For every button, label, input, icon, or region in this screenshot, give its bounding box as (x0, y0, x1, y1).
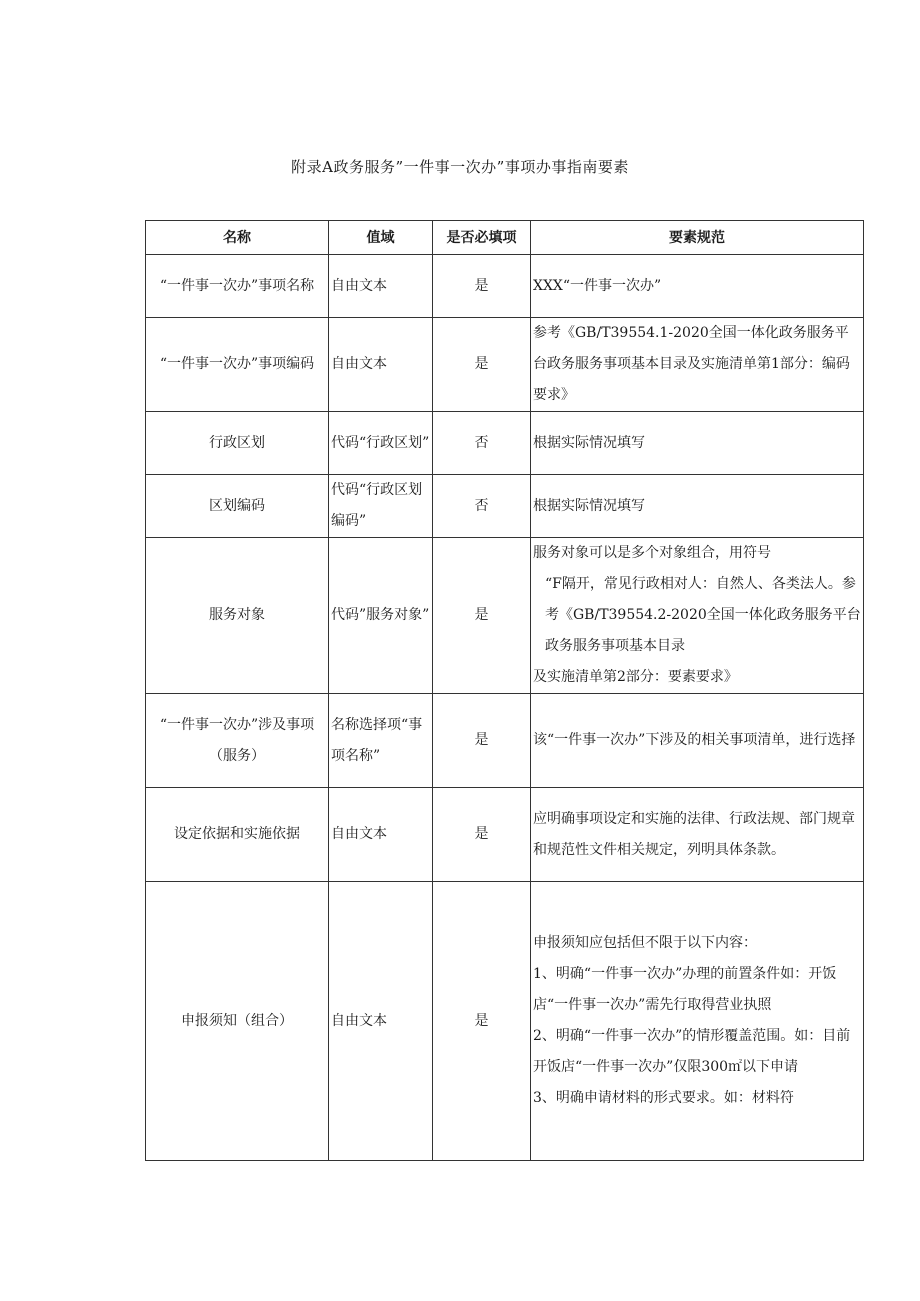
table-row (146, 538, 864, 694)
item-name: 服务对象 (146, 538, 329, 694)
item-spec: 参考《GB/T39554.1-2020全国一体化政务服务平台政务服务事项基本目录及实施清单第1部分：编码要求》 (531, 318, 864, 412)
table-row (146, 694, 864, 788)
item-name: “一件事一次办”涉及事项（服务） (146, 694, 329, 788)
table-row (146, 475, 864, 538)
item-domain: 代码“行政区划” (329, 412, 433, 475)
table-row (146, 412, 864, 475)
item-name: 申报须知（组合） (146, 882, 329, 1161)
spec-line: 1、明确“一件事一次办”办理的前置条件如：开饭店“一件事一次办”需先行取得营业执照 (533, 966, 837, 1013)
spec-line: “F隔开，常见行政相对人：自然人、各类法人。参考《GB/T39554.2-2020全国一体化政务服务平台政务服务事项基本目录 (545, 576, 861, 654)
item-name: 行政区划 (146, 412, 329, 475)
header-spec: 要素规范 (531, 221, 864, 255)
item-required: 是 (433, 882, 531, 1161)
item-domain: 自由文本 (329, 255, 433, 318)
table-row (146, 788, 864, 882)
item-required: 否 (433, 475, 531, 538)
table-row (146, 882, 864, 1161)
page-title: 附录A政务服务”一件事一次办”事项办事指南要素 (291, 158, 629, 176)
table-row (146, 318, 864, 412)
item-domain: 自由文本 (329, 882, 433, 1161)
item-required: 是 (433, 694, 531, 788)
item-domain: 自由文本 (329, 788, 433, 882)
spec-line: 及实施清单第2部分：要素要求》 (533, 669, 738, 685)
item-spec (531, 882, 864, 1161)
header-domain: 值域 (329, 221, 433, 255)
spec-line: 3、明确申请材料的形式要求。如：材料符 (533, 1090, 794, 1106)
item-domain: 自由文本 (329, 318, 433, 412)
table-row (146, 255, 864, 318)
item-spec: XXX“一件事一次办” (531, 255, 864, 318)
header-name: 名称 (146, 221, 329, 255)
guide-elements-table (145, 220, 864, 1161)
table-header-row (146, 221, 864, 255)
item-required: 否 (433, 412, 531, 475)
spec-line: 2、明确“一件事一次办”的情形覆盖范围。如：目前开饭店“一件事一次办”仅限300㎡以下申请 (533, 1028, 851, 1075)
item-spec: 应明确事项设定和实施的法律、行政法规、部门规章和规范性文件相关规定，列明具体条款。 (531, 788, 864, 882)
spec-line: 申报须知应包括但不限于以下内容： (533, 935, 757, 951)
item-spec: 根据实际情况填写 (531, 475, 864, 538)
spec-line: 服务对象可以是多个对象组合，用符号 (533, 545, 771, 561)
item-domain: 代码“行政区划编码” (329, 475, 433, 538)
item-domain: 名称选择项“事项名称” (329, 694, 433, 788)
item-name: “一件事一次办”事项名称 (146, 255, 329, 318)
item-spec (531, 538, 864, 694)
item-spec: 根据实际情况填写 (531, 412, 864, 475)
item-name: “一件事一次办”事项编码 (146, 318, 329, 412)
item-required: 是 (433, 788, 531, 882)
item-domain: 代码”服务对象” (329, 538, 433, 694)
item-spec: 该“一件事一次办”下涉及的相关事项清单，进行选择 (531, 694, 864, 788)
item-name: 设定依据和实施依据 (146, 788, 329, 882)
item-required: 是 (433, 318, 531, 412)
item-required: 是 (433, 538, 531, 694)
item-name: 区划编码 (146, 475, 329, 538)
header-required: 是否必填项 (433, 221, 531, 255)
item-required: 是 (433, 255, 531, 318)
